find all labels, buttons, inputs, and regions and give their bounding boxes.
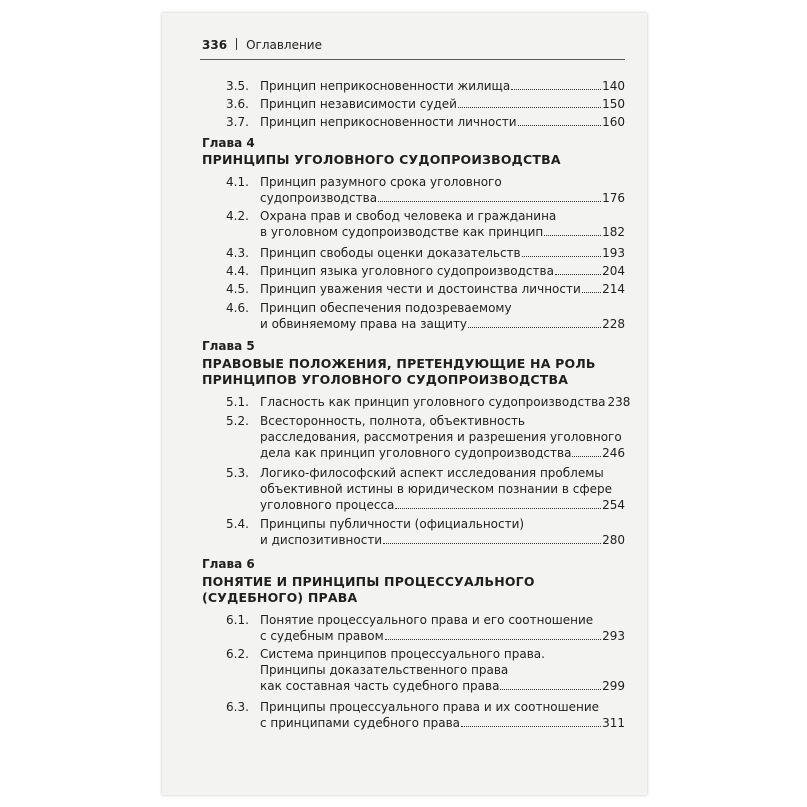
- page-ref: 140: [602, 79, 625, 93]
- entry-line: [260, 532, 625, 548]
- dot-leader: [522, 245, 601, 257]
- entry-title-text: Принцип неприкосновенности личности: [260, 115, 517, 129]
- dot-leader: [378, 190, 601, 202]
- entry-text: [260, 516, 625, 548]
- entry-line: [260, 497, 625, 513]
- entry-number: 6.2.: [226, 647, 249, 661]
- entry-line: [260, 190, 625, 206]
- entry-line: [260, 646, 625, 662]
- entry-title-text: дела как принцип уголовного судопроизводства: [260, 446, 572, 460]
- entry-title-text: объективной истины в юридическом познании в сфере: [260, 482, 613, 496]
- entry-number: 4.5.: [226, 282, 249, 296]
- entry-line: [260, 245, 625, 261]
- entry-line: [260, 96, 625, 112]
- entry-line: [260, 208, 625, 224]
- page-ref: 150: [602, 97, 625, 111]
- entry-title-text: с принципами судебного права: [260, 716, 461, 730]
- entry-number: 3.7.: [226, 115, 249, 129]
- entry-number: 4.4.: [226, 264, 249, 278]
- entry-text: [260, 612, 625, 644]
- chapter-title: [202, 356, 596, 388]
- entry-line: [260, 174, 625, 190]
- page-ref: 160: [602, 115, 625, 129]
- entry-line: [260, 281, 625, 297]
- book-page: [162, 13, 647, 795]
- chapter-title: [202, 152, 561, 168]
- entry-title-text: и диспозитивности: [260, 533, 383, 547]
- entry-number: 4.1.: [226, 175, 249, 189]
- entry-number: 3.6.: [226, 97, 249, 111]
- entry-text: [260, 413, 625, 461]
- entry-line: [260, 224, 625, 240]
- entry-text: [260, 646, 625, 694]
- entry-line: [260, 300, 625, 316]
- entry-title-text: Принцип разумного срока уголовного: [260, 175, 502, 189]
- chapter-label: Глава 4: [202, 136, 255, 150]
- entry-line: [260, 516, 625, 532]
- entry-number: 4.6.: [226, 301, 249, 315]
- entry-text: [260, 699, 625, 731]
- dot-leader: [582, 281, 601, 293]
- entry-line: [260, 263, 625, 279]
- page-ref: 254: [602, 498, 625, 512]
- entry-title-text: уголовного процесса: [260, 498, 395, 512]
- entry-line: [260, 316, 625, 332]
- chapter-label: Глава 6: [202, 557, 255, 571]
- entry-title-text: Всесторонность, полнота, объективность: [260, 414, 526, 428]
- entry-title-text: Принцип уважения чести и достоинства личности: [260, 282, 581, 296]
- entry-line: [260, 445, 625, 461]
- header-rule: [200, 59, 625, 60]
- dot-leader: [572, 445, 601, 457]
- page-ref: 246: [602, 446, 625, 460]
- entry-title-text: как составная часть судебного права: [260, 679, 500, 693]
- entry-title-text: Принцип обеспечения подозреваемому: [260, 301, 512, 315]
- entry-text: [260, 394, 631, 410]
- page-number: 336: [202, 38, 228, 52]
- page-ref: 204: [602, 264, 625, 278]
- chapter-title-line: ПРАВОВЫЕ ПОЛОЖЕНИЯ, ПРЕТЕНДУЮЩИЕ НА РОЛЬ: [202, 356, 596, 371]
- entry-number: 6.1.: [226, 613, 249, 627]
- entry-line: [260, 413, 625, 429]
- dot-leader: [458, 96, 601, 108]
- entry-title-text: Принципы публичности (официальности): [260, 517, 525, 531]
- entry-line: [260, 662, 625, 678]
- dot-leader: [555, 263, 601, 275]
- entry-number: 3.5.: [226, 79, 249, 93]
- entry-text: [260, 281, 625, 297]
- entry-title-text: Принципы доказательственного права: [260, 663, 509, 677]
- dot-leader: [518, 114, 601, 126]
- entry-title-text: Принцип языка уголовного судопроизводства: [260, 264, 554, 278]
- dot-leader: [461, 715, 601, 727]
- entry-text: [260, 300, 625, 332]
- page-ref: 228: [602, 317, 625, 331]
- entry-title-text: расследования, рассмотрения и разрешения уголовного: [260, 430, 622, 444]
- chapter-title-line: ПОНЯТИЕ И ПРИНЦИПЫ ПРОЦЕССУАЛЬНОГО: [202, 574, 535, 589]
- page-ref: 238: [607, 395, 631, 409]
- entry-title-text: и обвиняемому права на защиту: [260, 317, 468, 331]
- dot-leader: [544, 224, 601, 236]
- entry-line: [260, 628, 625, 644]
- entry-text: [260, 465, 625, 513]
- entry-title-text: Охрана прав и свобод человека и гражданина: [260, 209, 557, 223]
- entry-line: [260, 394, 631, 410]
- entry-title-text: Принцип свободы оценки доказательств: [260, 246, 521, 260]
- chapter-title-line: ПРИНЦИПОВ УГОЛОВНОГО СУДОПРОИЗВОДСТВА: [202, 372, 569, 387]
- entry-title-text: Принцип независимости судей: [260, 97, 457, 111]
- page-ref: 182: [602, 225, 625, 239]
- entry-title-text: Принцип неприкосновенности жилища: [260, 79, 511, 93]
- entry-number: 5.3.: [226, 466, 249, 480]
- chapter-title-line: ПРИНЦИПЫ УГОЛОВНОГО СУДОПРОИЗВОДСТВА: [202, 152, 561, 167]
- entry-text: [260, 263, 625, 279]
- entry-line: [260, 612, 625, 628]
- entry-number: 5.4.: [226, 517, 249, 531]
- page-ref: 176: [602, 191, 625, 205]
- entry-title-text: Логико-философский аспект исследования проблемы: [260, 466, 604, 480]
- entry-number: 6.3.: [226, 700, 249, 714]
- entry-text: [260, 78, 625, 94]
- chapter-label: Глава 5: [202, 339, 255, 353]
- entry-line: [260, 465, 625, 481]
- running-head: [202, 38, 322, 52]
- entry-title-text: Гласность как принцип уголовного судопроизводства: [260, 395, 606, 409]
- entry-text: [260, 208, 625, 240]
- entry-line: [260, 699, 625, 715]
- entry-title-text: Система принципов процессуального права.: [260, 647, 545, 661]
- dot-leader: [468, 316, 601, 328]
- entry-title-text: Понятие процессуального права и его соотношение: [260, 613, 594, 627]
- entry-line: [260, 678, 625, 694]
- entry-title-text: судопроизводства: [260, 191, 378, 205]
- entry-line: [260, 429, 625, 445]
- header-separator: [236, 38, 237, 50]
- section-title: Оглавление: [246, 38, 322, 52]
- entry-title-text: Принципы процессуального права и их соотношение: [260, 700, 600, 714]
- entry-number: 5.1.: [226, 395, 249, 409]
- entry-text: [260, 245, 625, 261]
- entry-line: [260, 78, 625, 94]
- dot-leader: [500, 678, 601, 690]
- entry-number: 5.2.: [226, 414, 249, 428]
- entry-line: [260, 481, 625, 497]
- entry-text: [260, 174, 625, 206]
- page-ref: 280: [602, 533, 625, 547]
- entry-title-text: с судебным правом: [260, 629, 384, 643]
- page-ref: 299: [602, 679, 625, 693]
- entry-number: 4.3.: [226, 246, 249, 260]
- entry-line: [260, 715, 625, 731]
- entry-line: [260, 114, 625, 130]
- dot-leader: [385, 628, 601, 640]
- page-ref: 193: [602, 246, 625, 260]
- chapter-title-line: (СУДЕБНОГО) ПРАВА: [202, 590, 358, 605]
- dot-leader: [383, 532, 601, 544]
- entry-title-text: в уголовном судопроизводстве как принцип: [260, 225, 544, 239]
- dot-leader: [395, 497, 601, 509]
- page-ref: 214: [602, 282, 625, 296]
- entry-text: [260, 114, 625, 130]
- entry-number: 4.2.: [226, 209, 249, 223]
- chapter-title: [202, 574, 535, 606]
- dot-leader: [511, 78, 601, 90]
- page-ref: 293: [602, 629, 625, 643]
- entry-text: [260, 96, 625, 112]
- page-ref: 311: [602, 716, 625, 730]
